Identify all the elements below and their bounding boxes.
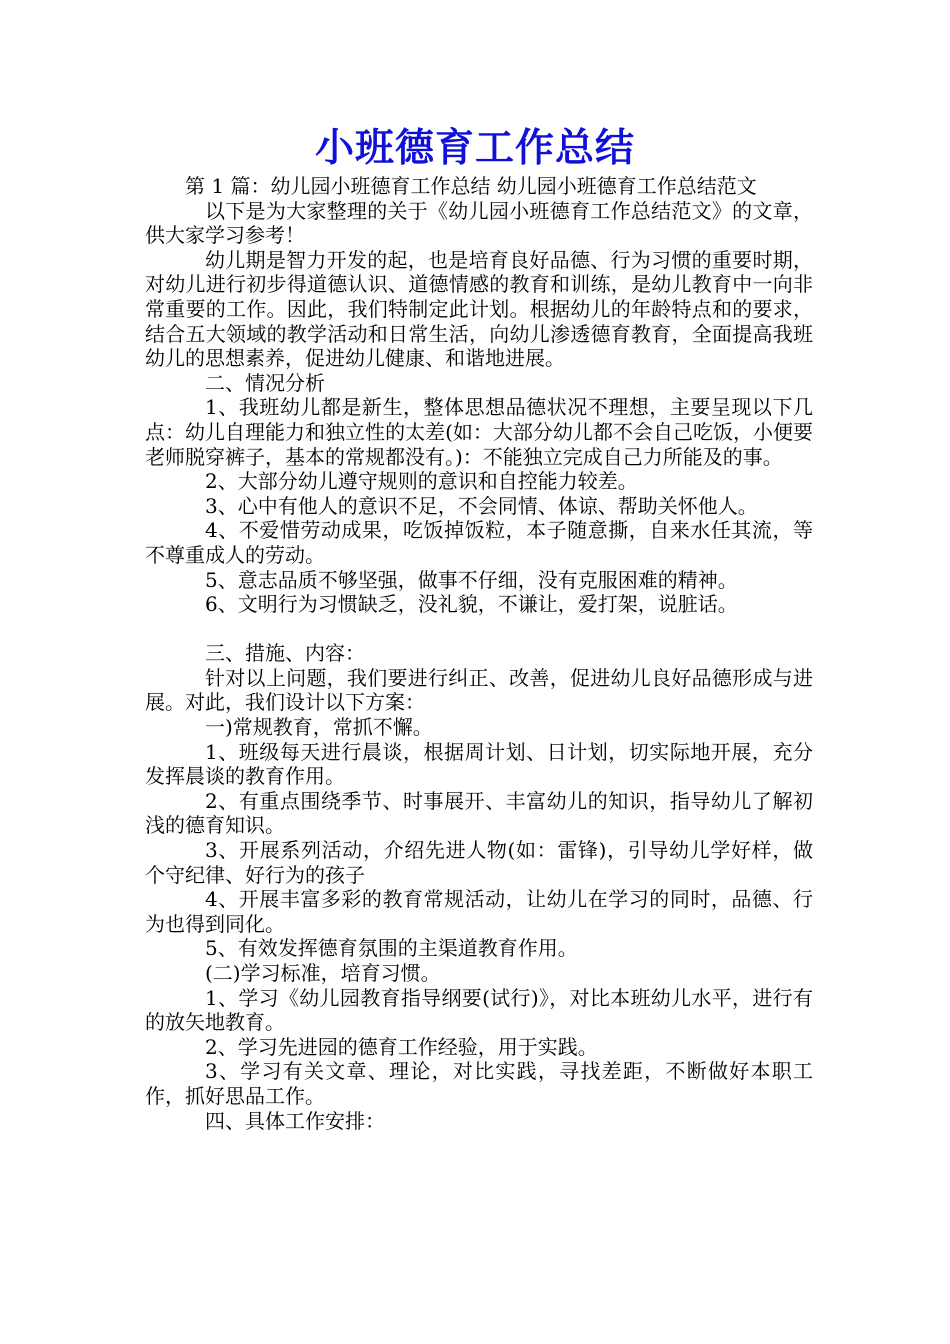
paragraph: 三、措施、内容：	[205, 641, 365, 666]
paragraph: 以下是为大家整理的关于《幼儿园小班德育工作总结范文》的文章，供大家学习参考！	[145, 198, 813, 248]
paragraph: 幼儿期是智力开发的起，也是培育良好品德、行为习惯的重要时期，对幼儿进行初步得道德认识、道德情感的教育和训练，是幼儿教育中一向非常重要的工作。因此，我们特制定此计划。根据幼儿的年龄特点和的要求，结合五大领域的教学活动和日常生活，向幼儿渗透德育教育，全面提高我班幼儿的思想素养，促进幼儿健康、和谐地进展。	[145, 247, 813, 371]
paragraph: 针对以上问题，我们要进行纠正、改善，促进幼儿良好品德形成与进展。对此，我们设计以下方案：	[145, 665, 813, 715]
paragraph: 4、不爱惜劳动成果，吃饭掉饭粒，本子随意撕，自来水任其流，等不尊重成人的劳动。	[145, 518, 813, 567]
paragraph: 4、开展丰富多彩的教育常规活动，让幼儿在学习的同时，品德、行为也得到同化。	[145, 887, 813, 936]
paragraph: 第 1 篇：幼儿园小班德育工作总结 幼儿园小班德育工作总结范文	[185, 174, 757, 198]
blank-line	[145, 617, 813, 642]
paragraph: 3、心中有他人的意识不足，不会同情、体谅、帮助关怀他人。	[205, 493, 758, 518]
paragraph: 3、学习有关文章、理论，对比实践，寻找差距，不断做好本职工作，抓好思品工作。	[145, 1059, 813, 1108]
paragraph: 3、开展系列活动，介绍先进人物(如：雷锋)，引导幼儿学好样，做个守纪律、好行为的孩子	[145, 838, 813, 887]
paragraph: 5、意志品质不够坚强，做事不仔细，没有克服困难的精神。	[205, 567, 738, 592]
paragraph: 1、学习《幼儿园教育指导纲要(试行)》，对比本班幼儿水平，进行有的放矢地教育。	[145, 985, 813, 1035]
document-title: 小班德育工作总结	[314, 125, 635, 171]
paragraph: 四、具体工作安排：	[205, 1108, 385, 1133]
paragraph: 2、有重点围绕季节、时事展开、丰富幼儿的知识，指导幼儿了解初浅的德育知识。	[145, 788, 813, 838]
paragraph: 6、文明行为习惯缺乏，没礼貌，不谦让，爱打架，说脏话。	[205, 592, 738, 617]
paragraph: 二、情况分析	[205, 370, 325, 395]
paragraph: (二)学习标准，培育习惯。	[205, 961, 441, 985]
paragraph: 2、大部分幼儿遵守规则的意识和自控能力较差。	[205, 469, 638, 494]
paragraph: 一)常规教育，常抓不懈。	[205, 715, 433, 740]
paragraph: 5、有效发挥德育氛围的主渠道教育作用。	[205, 936, 578, 961]
document-body	[145, 174, 813, 1133]
paragraph: 2、学习先进园的德育工作经验，用于实践。	[205, 1034, 598, 1059]
paragraph: 1、班级每天进行晨谈，根据周计划、日计划，切实际地开展，充分发挥晨谈的教育作用。	[145, 739, 813, 789]
paragraph: 1、我班幼儿都是新生，整体思想品德状况不理想，主要呈现以下几点：幼儿自理能力和独立性的太差(如：大部分幼儿都不会自己吃饭，小便要老师脱穿裤子，基本的常规都没有。)：不能独立完成自己力所能及的事。	[145, 395, 813, 469]
